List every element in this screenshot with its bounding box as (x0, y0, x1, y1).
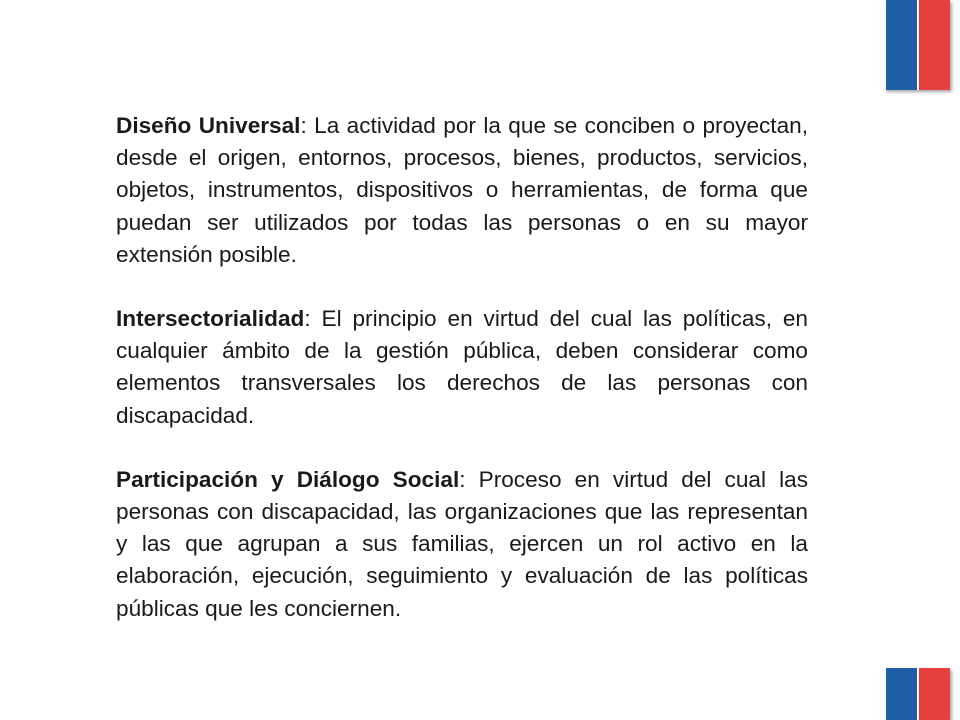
definition-text: : La actividad por la que se conciben o proyectan, desde el origen, entornos, procesos, bienes, productos, servicios, objetos, instrumentos, dispositivos o herramientas, de forma que puedan ser utilizados por todas las personas o en su mayor extensión posible. (116, 113, 808, 267)
definition-term: Intersectorialidad (116, 306, 305, 332)
definition-text: : Proceso en virtud del cual las personas con discapacidad, las organizaciones que las representan y las que agrupan a sus familias, ejercen un rol activo en la elaboración, ejecución, seguimiento y evaluación de las políticas públicas que les conciernen. (116, 466, 809, 621)
flag-emblem-bottom (884, 668, 950, 720)
definition-term: Participación y Diálogo Social (116, 466, 460, 492)
flag-red-stripe (917, 0, 950, 90)
flag-emblem-top (884, 0, 950, 90)
definition-paragraph (116, 464, 808, 625)
definition-term: Diseño Universal (116, 113, 301, 138)
flag-blue-stripe (884, 0, 917, 90)
definition-text: : El principio en virtud del cual las políticas, en cualquier ámbito de la gestión pública, deben considerar como elementos transversales los derechos de las personas con discapacidad. (116, 306, 808, 428)
definition-paragraph (116, 303, 808, 432)
flag-red-stripe (917, 668, 950, 720)
flag-blue-stripe (884, 668, 917, 720)
definition-paragraph (116, 110, 808, 271)
definitions-text (116, 110, 808, 657)
